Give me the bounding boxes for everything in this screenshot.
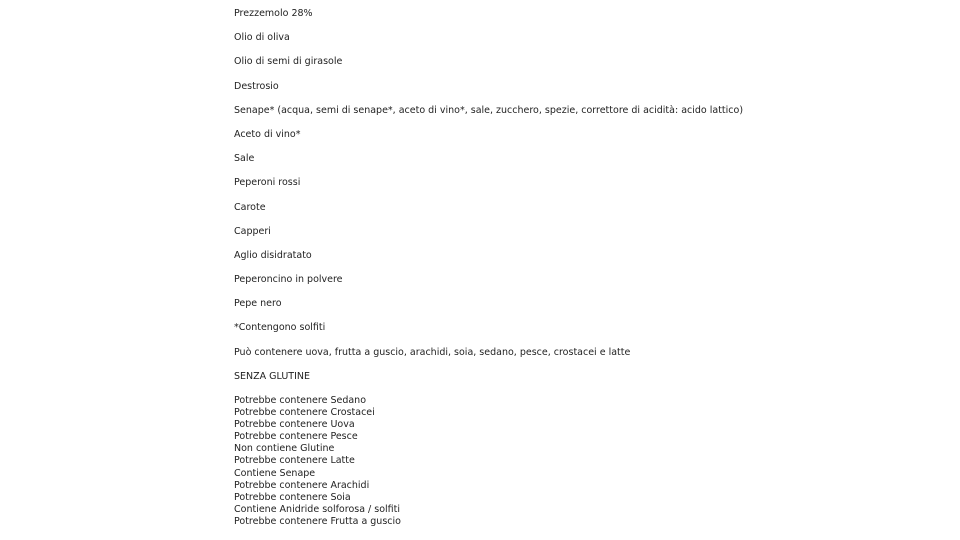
allergen-item: Potrebbe contenere Pesce [234, 431, 358, 443]
allergen-item: Potrebbe contenere Arachidi [234, 479, 370, 491]
allergen-item: Contiene Anidride solforosa / solfiti [234, 503, 401, 515]
allergen-item: Potrebbe contenere Frutta a guscio [234, 515, 401, 527]
gluten-free-label: SENZA GLUTINE [234, 370, 311, 382]
allergen-item: Potrebbe contenere Soia [234, 491, 351, 503]
ingredient-item: Carote [234, 201, 266, 213]
ingredients-panel [234, 8, 934, 528]
ingredient-item: Peperoni rossi [234, 177, 301, 189]
allergen-item: Potrebbe contenere Crostacei [234, 407, 375, 419]
allergen-item: Potrebbe contenere Sedano [234, 395, 367, 406]
ingredient-item: Aceto di vino* [234, 128, 301, 140]
allergen-list [234, 395, 934, 528]
ingredient-item: Olio di oliva [234, 32, 290, 44]
allergen-item: Potrebbe contenere Uova [234, 419, 355, 431]
sulfites-note: *Contengono solfiti [234, 322, 326, 334]
allergen-item: Potrebbe contenere Latte [234, 455, 355, 467]
allergen-item: Non contiene Glutine [234, 443, 335, 455]
ingredient-item: Prezzemolo 28% [234, 8, 313, 19]
allergen-item: Contiene Senape [234, 467, 316, 479]
ingredient-item: Senape* (acqua, semi di senape*, aceto di vino*, sale, zucchero, spezie, correttore di acidità: acido lattico) [234, 104, 744, 116]
ingredient-item: Peperoncino in polvere [234, 274, 343, 286]
ingredient-item: Destrosio [234, 80, 279, 92]
ingredient-item: Capperi [234, 225, 271, 237]
ingredient-item: Sale [234, 153, 255, 165]
ingredient-item: Olio di semi di girasole [234, 56, 343, 68]
ingredient-item: Pepe nero [234, 298, 282, 310]
may-contain-note: Può contenere uova, frutta a guscio, arachidi, soia, sedano, pesce, crostacei e latte [234, 346, 631, 358]
ingredient-item: Aglio disidratato [234, 249, 312, 261]
